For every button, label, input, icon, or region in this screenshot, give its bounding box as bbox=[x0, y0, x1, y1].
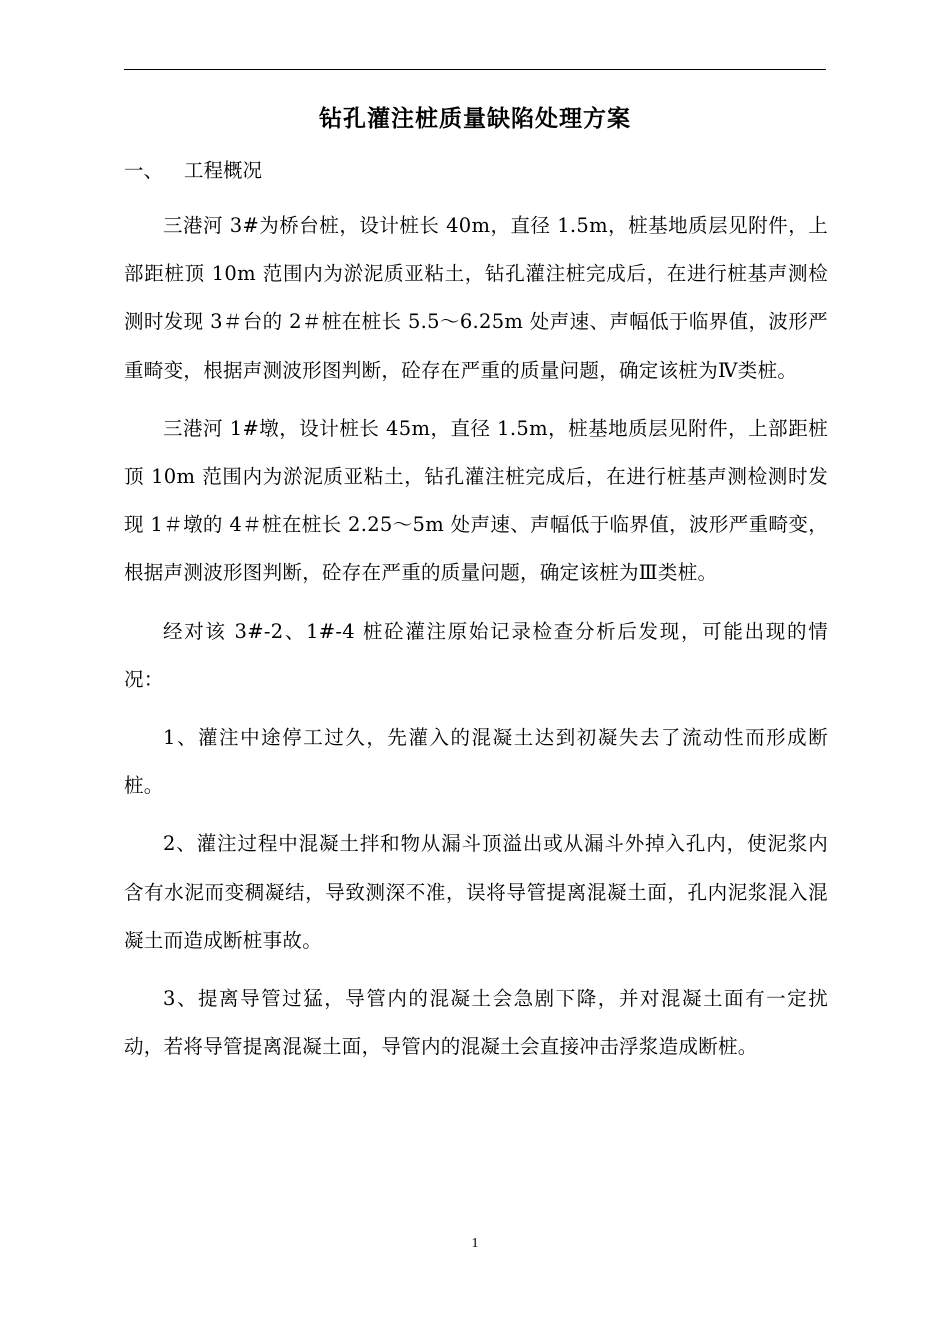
paragraph-cause-3: 3、提离导管过猛，导管内的混凝土会急剧下降，并对混凝土面有一定扰动，若将导管提离混凝土面，导管内的混凝土会直接冲击浮浆造成断桩。 bbox=[124, 987, 828, 1059]
document-body bbox=[124, 202, 828, 1081]
section-title: 工程概况 bbox=[184, 159, 263, 182]
document-title: 钻孔灌注桩质量缺陷处理方案 bbox=[319, 106, 631, 132]
paragraph-pier-pile: 三港河 1#墩，设计桩长 45m，直径 1.5m，桩基地质层见附件，上部距桩顶 10m 范围内为淤泥质亚粘土，钻孔灌注桩完成后，在进行桩基声测检测时发现 1＃墩的 4＃桩在桩长 2.25～5m 处声速、声幅低于临界值，波形严重畸变，根据声测波形图判断，砼存在严重的质量问题，确定该桩为Ⅲ类桩。 bbox=[124, 416, 828, 585]
paragraph-analysis: 经对该 3#-2、1#-4 桩砼灌注原始记录检查分析后发现，可能出现的情况： bbox=[124, 619, 828, 691]
section-heading bbox=[124, 155, 262, 187]
paragraph-abutment-pile: 三港河 3#为桥台桩，设计桩长 40m，直径 1.5m，桩基地质层见附件，上部距桩顶 10m 范围内为淤泥质亚粘土，钻孔灌注桩完成后，在进行桩基声测检测时发现 3＃台的 2＃桩在桩长 5.5～6.25m 处声速、声幅低于临界值，波形严重畸变，根据声测波形图判断，砼存在严重的质量问题，确定该桩为Ⅳ类桩。 bbox=[124, 214, 828, 382]
paragraph-cause-1: 1、灌注中途停工过久，先灌入的混凝土达到初凝失去了流动性而形成断桩。 bbox=[124, 726, 828, 798]
paragraph-cause-2: 2、灌注过程中混凝土拌和物从漏斗顶溢出或从漏斗外掉入孔内，使泥浆内含有水泥而变稠凝结，导致测深不准，误将导管提离混凝土面，孔内泥浆混入混凝土而造成断桩事故。 bbox=[124, 832, 828, 952]
section-number: 一、 bbox=[124, 159, 164, 182]
page-number: 1 bbox=[471, 1236, 479, 1251]
header-rule bbox=[124, 69, 826, 70]
